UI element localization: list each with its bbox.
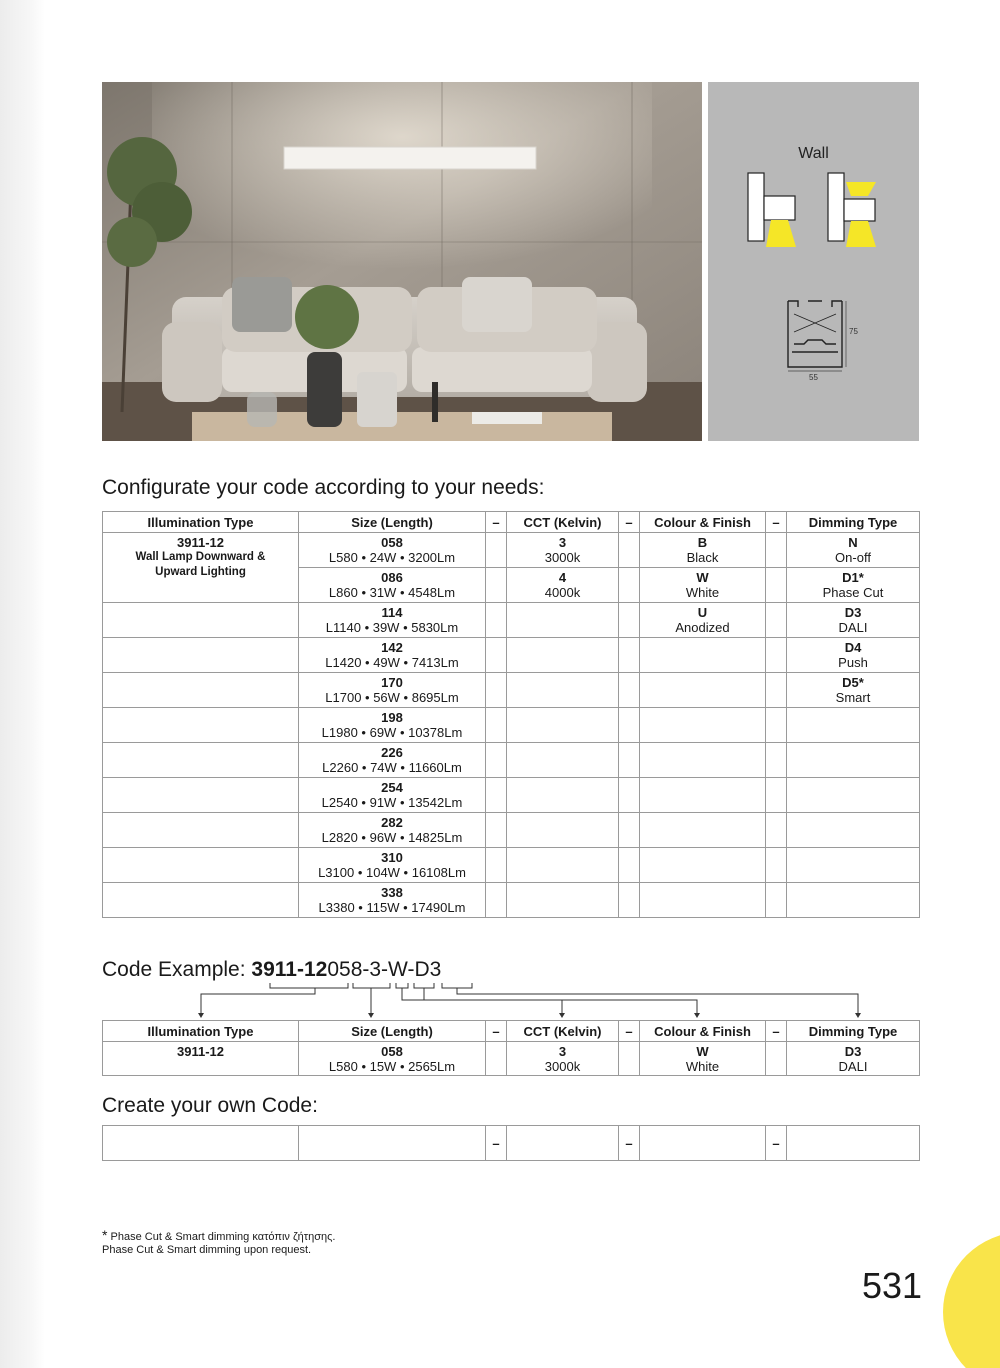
product-photo [102,82,702,441]
col-sep: – [619,1126,640,1161]
table-row [103,743,920,778]
size-cell: 310 L3100 • 104W • 16108Lm [299,848,486,883]
size-cell: 170 L1700 • 56W • 8695Lm [299,673,486,708]
dimming-cell: D5* Smart [787,673,920,708]
colour-cell: W White [640,568,766,603]
col-sep: – [766,1021,787,1042]
table-row [103,883,920,918]
table-row [103,1126,920,1161]
col-colour: Colour & Finish [640,512,766,533]
col-sep: – [766,512,787,533]
configuration-table [102,511,920,918]
col-sep: – [619,1021,640,1042]
col-colour: Colour & Finish [640,1021,766,1042]
size-cell: 058 L580 • 15W • 2565Lm [299,1042,486,1076]
configure-heading: Configurate your code according to your needs: [102,476,545,499]
col-sep: – [766,1126,787,1161]
col-sep: – [486,1021,507,1042]
cct-cell: 3 3000k [507,1042,619,1076]
mounting-diagram [708,82,919,441]
dim-height-label: 75 [849,327,858,336]
colour-cell: W White [640,1042,766,1076]
header-row [103,512,920,533]
dimming-cell: D1* Phase Cut [787,568,920,603]
cct-cell: 4 4000k [507,568,619,603]
table-row [103,1042,920,1076]
colour-cell: B Black [640,533,766,568]
table-row [103,778,920,813]
header-row [103,1021,920,1042]
size-cell: 058 L580 • 24W • 3200Lm [299,533,486,568]
col-dimming: Dimming Type [787,512,920,533]
size-cell: 338 L3380 • 115W • 17490Lm [299,883,486,918]
dimming-cell: D3 DALI [787,603,920,638]
col-size: Size (Length) [299,1021,486,1042]
colour-cell: U Anodized [640,603,766,638]
illumination-cell: 3911-12 [103,1042,299,1076]
table-row [103,603,920,638]
size-cell: 254 L2540 • 91W • 13542Lm [299,778,486,813]
illumination-cell: 3911-12 Wall Lamp Downward & Upward Lighting [103,533,299,603]
size-input-cell[interactable] [299,1126,486,1161]
example-table [102,1020,920,1076]
dimming-cell: N On-off [787,533,920,568]
size-cell: 226 L2260 • 74W • 11660Lm [299,743,486,778]
col-size: Size (Length) [299,512,486,533]
col-illumination: Illumination Type [103,512,299,533]
col-cct: CCT (Kelvin) [507,1021,619,1042]
code-example-heading: Code Example: 3911-12058-3-W-D3 [102,958,442,981]
table-row [103,673,920,708]
table-row [103,533,920,568]
size-cell: 142 L1420 • 49W • 7413Lm [299,638,486,673]
profile-section-icon [788,301,842,367]
create-own-heading: Create your own Code: [102,1094,318,1117]
illumination-input-cell[interactable] [103,1126,299,1161]
dimming-input-cell[interactable] [787,1126,920,1161]
downward-light-icon [748,173,796,247]
table-row [103,848,920,883]
code-breakdown-arrows [0,980,1000,1020]
col-cct: CCT (Kelvin) [507,512,619,533]
colour-input-cell[interactable] [640,1126,766,1161]
dim-width-label: 55 [809,373,818,382]
col-sep: – [619,512,640,533]
col-dimming: Dimming Type [787,1021,920,1042]
page-accent-circle [943,1232,1000,1368]
footnote: * Phase Cut & Smart dimming κατόπιν ζήτησης. Phase Cut & Smart dimming upon request. [102,1227,336,1256]
dimming-cell: D3 DALI [787,1042,920,1076]
table-row [103,813,920,848]
col-sep: – [486,512,507,533]
cct-input-cell[interactable] [507,1126,619,1161]
dimming-cell: D4 Push [787,638,920,673]
size-cell: 282 L2820 • 96W • 14825Lm [299,813,486,848]
wall-label: Wall [798,145,829,162]
size-cell: 114 L1140 • 39W • 5830Lm [299,603,486,638]
size-cell: 198 L1980 • 69W • 10378Lm [299,708,486,743]
up-down-light-icon [828,173,876,247]
cct-cell: 3 3000k [507,533,619,568]
spec-panel [708,82,919,441]
col-sep: – [486,1126,507,1161]
table-row [103,638,920,673]
col-illumination: Illumination Type [103,1021,299,1042]
page-margin-strip [0,0,45,1368]
size-cell: 086 L860 • 31W • 4548Lm [299,568,486,603]
table-row [103,708,920,743]
page-number: 531 [862,1265,923,1306]
create-code-table [102,1125,920,1161]
